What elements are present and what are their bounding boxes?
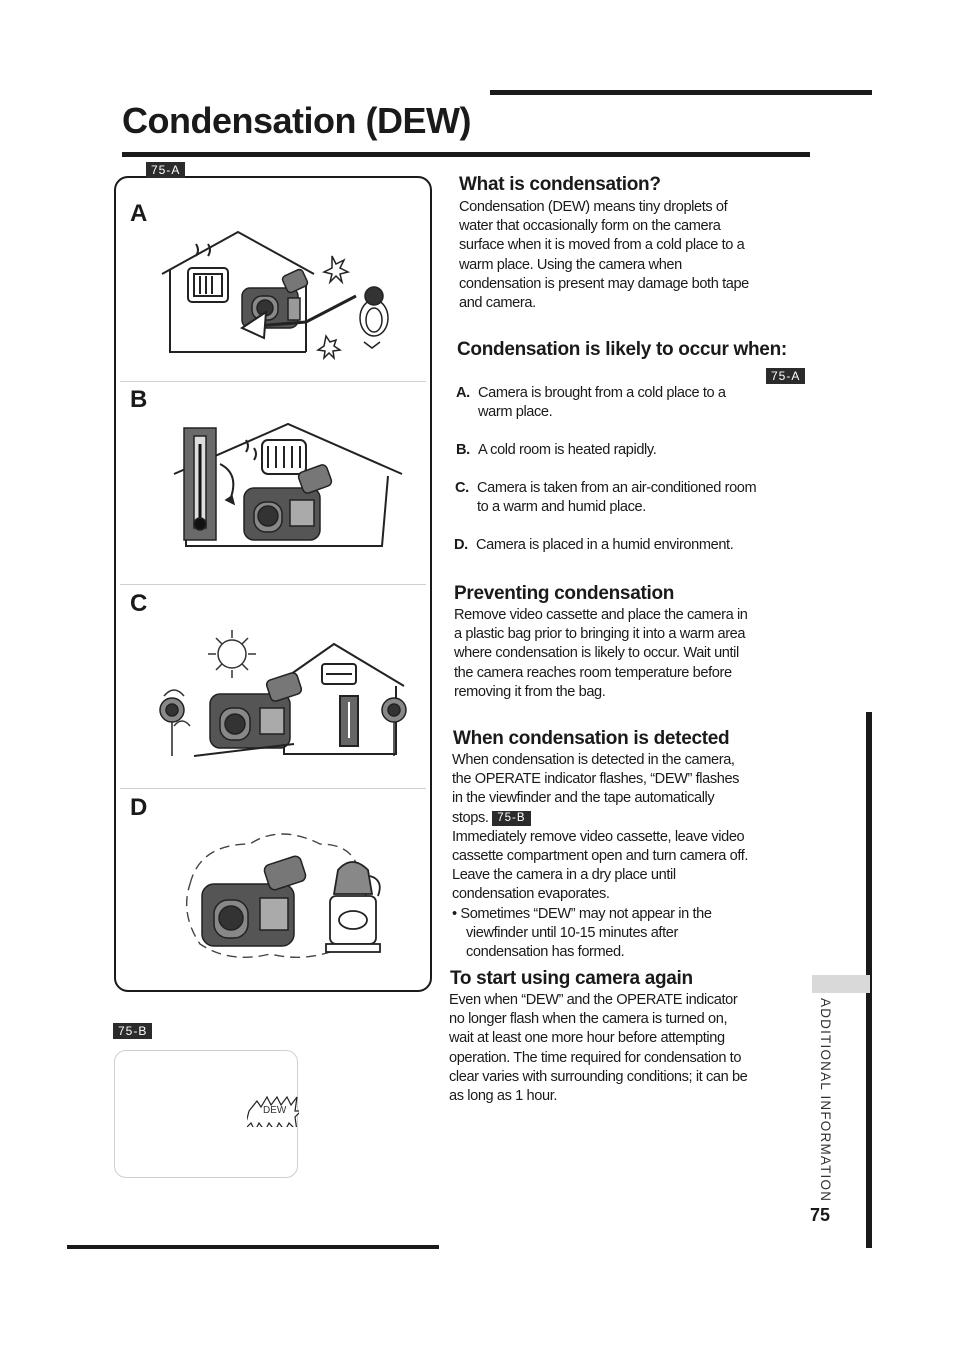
heading-start-again: To start using camera again	[450, 968, 693, 989]
text-line: clear varies with surrounding conditions; it can be	[449, 1068, 748, 1085]
text-line: the OPERATE indicator flashes, “DEW” flashes	[452, 771, 740, 788]
illustration-room-heated	[150, 416, 410, 556]
text-line: where condensation is likely to occur. Wait until	[454, 645, 739, 662]
bullet-text: viewfinder until 10-15 minutes after	[466, 924, 678, 941]
what-paragraph	[459, 198, 799, 313]
bullet-text: condensation has formed.	[466, 944, 625, 961]
illustration-humid-environment	[170, 824, 420, 964]
text-line: the camera reaches room temperature before	[454, 664, 732, 681]
item-text: Camera is taken from an air-conditioned room	[477, 480, 757, 496]
text-line: no longer flash when the camera is turned on,	[449, 1011, 728, 1028]
condition-item-d	[454, 536, 804, 555]
condition-item-a	[456, 384, 806, 422]
panel-divider	[120, 381, 426, 382]
text-line: and camera.	[459, 295, 536, 312]
panel-letter-b: B	[130, 386, 148, 413]
panel-letter-d: D	[130, 794, 148, 821]
page-title: Condensation (DEW)	[122, 100, 471, 141]
panel-divider	[120, 584, 426, 585]
figure-tag-75b: 75-B	[113, 1023, 152, 1039]
text-line: condensation is present may damage both tape	[459, 275, 749, 292]
condition-item-c	[455, 479, 805, 517]
section-tab	[812, 975, 870, 993]
bullet-text: • Sometimes “DEW” may not appear in the	[452, 905, 712, 922]
item-label: A.	[456, 385, 470, 401]
item-text: Camera is brought from a cold place to a	[478, 385, 726, 401]
text-line: removing it from the bag.	[454, 683, 606, 700]
item-text: warm place.	[478, 404, 553, 421]
figure-tag-75a: 75-A	[146, 162, 185, 178]
text-line: water that occasionally form on the camera	[459, 218, 721, 235]
figure-ref-75a: 75-A	[766, 368, 805, 384]
heading-what-is-condensation: What is condensation?	[459, 174, 661, 195]
text-line: in the viewfinder and the tape automatically	[452, 790, 715, 807]
start-again-paragraph	[449, 991, 801, 1106]
illustration-cold-to-warm	[156, 226, 406, 366]
text-line: Leave the camera in a dry place until	[452, 867, 676, 884]
item-text: Camera is placed in a humid environment.	[476, 537, 734, 553]
text-line: condensation evaporates.	[452, 886, 610, 903]
illustration-aircon-to-humid	[144, 626, 414, 766]
item-label: D.	[454, 537, 468, 553]
detected-paragraph	[452, 751, 804, 962]
item-text: A cold room is heated rapidly.	[478, 442, 657, 458]
figure-ref-75b: 75-B	[492, 811, 530, 826]
text-line: operation. The time required for condensation to	[449, 1049, 742, 1066]
item-label: C.	[455, 480, 469, 496]
text-line: Immediately remove video cassette, leave video	[452, 828, 745, 845]
text-line: a plastic bag prior to bringing it into a warm area	[454, 626, 746, 643]
text-line: surface when it is moved from a cold place to a	[459, 237, 745, 254]
bottom-rule	[67, 1245, 439, 1249]
text-line: Remove video cassette and place the camera in	[454, 607, 748, 623]
text-line: Condensation (DEW) means tiny droplets of	[459, 199, 728, 215]
section-side-label: ADDITIONAL INFORMATION	[818, 998, 833, 1203]
figure-panel	[114, 176, 432, 992]
text-line: stops.	[452, 809, 489, 826]
item-label: B.	[456, 442, 470, 458]
page-number: 75	[810, 1205, 831, 1225]
dew-indicator-text: DEW	[263, 1105, 287, 1116]
text-line: cassette compartment open and turn camera off.	[452, 848, 749, 865]
text-line: as long as 1 hour.	[449, 1088, 558, 1105]
item-text: to a warm and humid place.	[477, 499, 646, 516]
text-line: Even when “DEW” and the OPERATE indicator	[449, 992, 738, 1008]
text-line: wait at least one more hour before attempting	[449, 1030, 725, 1047]
panel-letter-c: C	[130, 590, 148, 617]
panel-divider	[120, 788, 426, 789]
heading-condensation-detected: When condensation is detected	[453, 728, 730, 749]
title-rule-top	[490, 90, 872, 95]
heading-preventing-condensation: Preventing condensation	[454, 583, 675, 604]
text-line: When condensation is detected in the camera,	[452, 752, 735, 768]
title-rule-bottom	[122, 152, 810, 157]
condition-item-b	[456, 441, 806, 460]
preventing-paragraph	[454, 606, 804, 702]
text-line: warm place. Using the camera when	[459, 256, 682, 273]
viewfinder-screen	[114, 1050, 298, 1178]
heading-likely-to-occur: Condensation is likely to occur when:	[457, 339, 787, 360]
panel-letter-a: A	[130, 200, 148, 227]
